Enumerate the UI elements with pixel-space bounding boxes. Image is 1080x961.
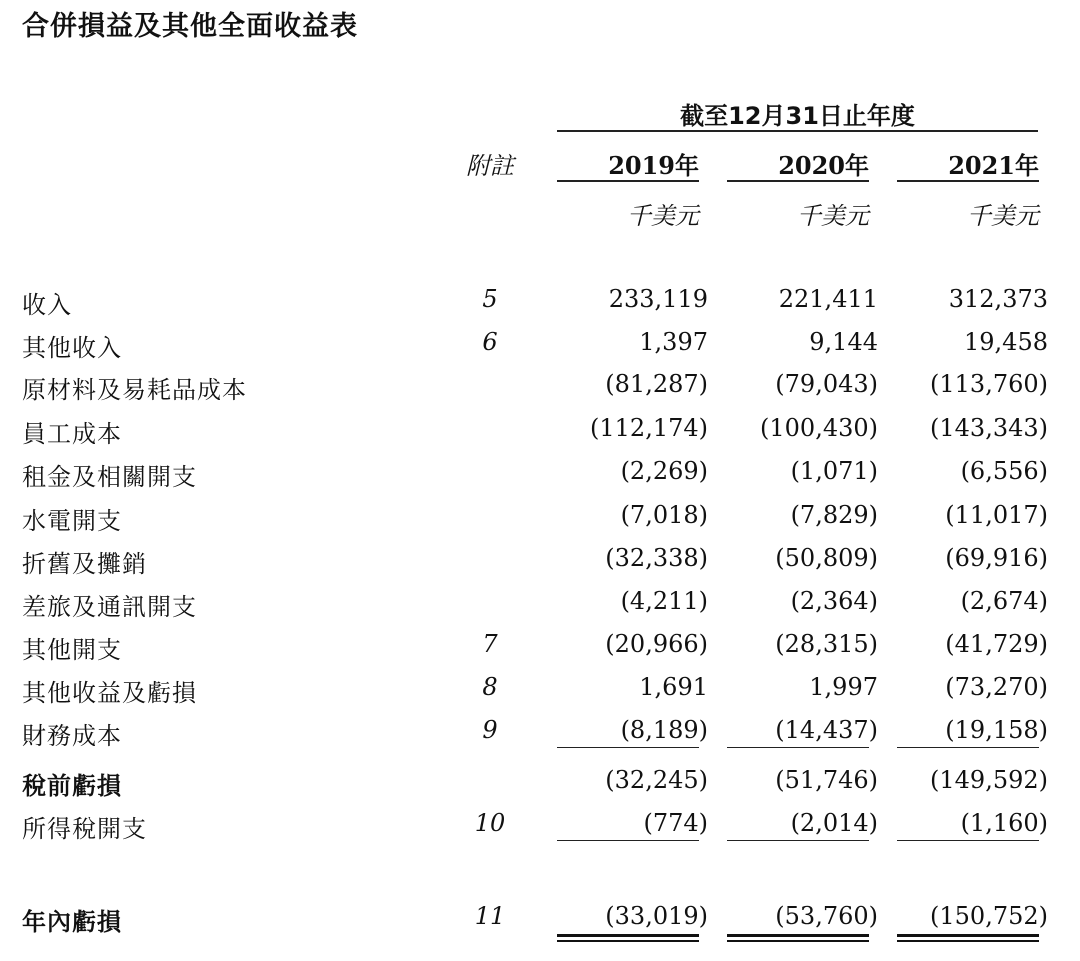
period-header: 截至12月31日止年度 bbox=[680, 102, 915, 130]
row-value: 1,691 bbox=[639, 673, 708, 701]
row-value: (50,809) bbox=[775, 544, 878, 572]
row-value: (100,430) bbox=[760, 414, 878, 442]
note-column-header: 附註 bbox=[466, 152, 514, 180]
row-value: (1,160) bbox=[960, 809, 1048, 837]
row-note: 6 bbox=[482, 328, 498, 356]
row-note: 8 bbox=[482, 673, 498, 701]
row-value: (2,364) bbox=[790, 587, 878, 615]
row-value: (14,437) bbox=[775, 716, 878, 744]
row-value: (1,071) bbox=[790, 457, 878, 485]
unit-label: 千美元 bbox=[967, 202, 1039, 230]
row-label: 水電開支 bbox=[22, 507, 122, 535]
table-row bbox=[0, 457, 1080, 491]
row-label: 其他開支 bbox=[22, 636, 122, 664]
row-value: 312,373 bbox=[948, 285, 1048, 313]
year-header-2021: 2021年 bbox=[948, 151, 1039, 180]
row-value: 221,411 bbox=[778, 285, 878, 313]
row-value: (73,270) bbox=[945, 673, 1048, 701]
row-value: (6,556) bbox=[960, 457, 1048, 485]
table-row bbox=[0, 501, 1080, 535]
subtotal-line bbox=[727, 840, 869, 841]
row-label: 員工成本 bbox=[22, 420, 122, 448]
row-value: (7,829) bbox=[790, 501, 878, 529]
row-value: (11,017) bbox=[945, 501, 1048, 529]
row-value: 1,997 bbox=[809, 673, 878, 701]
row-value: (4,211) bbox=[620, 587, 708, 615]
row-note: 5 bbox=[482, 285, 498, 313]
row-label: 折舊及攤銷 bbox=[22, 550, 147, 578]
row-value: (774) bbox=[643, 809, 708, 837]
row-value: (149,592) bbox=[930, 766, 1048, 794]
subtotal-line bbox=[897, 747, 1039, 748]
table-row bbox=[0, 544, 1080, 578]
row-label: 其他收益及虧損 bbox=[22, 679, 197, 707]
row-value: (8,189) bbox=[620, 716, 708, 744]
subtotal-line bbox=[557, 747, 699, 748]
year-underline bbox=[897, 180, 1039, 182]
table-row bbox=[0, 809, 1080, 843]
period-underline bbox=[557, 130, 1038, 132]
subtotal-line bbox=[557, 840, 699, 841]
row-value: (7,018) bbox=[620, 501, 708, 529]
statement-title: 合併損益及其他全面收益表 bbox=[22, 11, 358, 42]
table-row bbox=[0, 285, 1080, 319]
row-value: (28,315) bbox=[775, 630, 878, 658]
year-underline bbox=[557, 180, 699, 182]
year-header-2019: 2019年 bbox=[608, 151, 699, 180]
row-value: (79,043) bbox=[775, 370, 878, 398]
table-row bbox=[0, 328, 1080, 362]
unit-label: 千美元 bbox=[797, 202, 869, 230]
row-value: (150,752) bbox=[930, 902, 1048, 930]
total-double-line bbox=[897, 934, 1039, 942]
row-label: 所得稅開支 bbox=[22, 815, 147, 843]
row-label: 差旅及通訊開支 bbox=[22, 593, 197, 621]
row-value: 19,458 bbox=[964, 328, 1048, 356]
row-value: (32,338) bbox=[605, 544, 708, 572]
table-row bbox=[0, 414, 1080, 448]
row-value: (33,019) bbox=[605, 902, 708, 930]
row-value: 9,144 bbox=[809, 328, 878, 356]
table-row bbox=[0, 902, 1080, 936]
row-note: 7 bbox=[482, 630, 498, 658]
table-row bbox=[0, 716, 1080, 750]
table-row bbox=[0, 370, 1080, 404]
row-value: 233,119 bbox=[608, 285, 708, 313]
row-label: 稅前虧損 bbox=[22, 772, 122, 800]
row-value: (51,746) bbox=[775, 766, 878, 794]
row-label: 租金及相關開支 bbox=[22, 463, 197, 491]
row-value: (2,014) bbox=[790, 809, 878, 837]
row-value: 1,397 bbox=[639, 328, 708, 356]
row-label: 原材料及易耗品成本 bbox=[22, 376, 247, 404]
table-row bbox=[0, 630, 1080, 664]
row-value: (81,287) bbox=[605, 370, 708, 398]
row-note: 9 bbox=[482, 716, 498, 744]
year-underline bbox=[727, 180, 869, 182]
row-value: (32,245) bbox=[605, 766, 708, 794]
row-value: (19,158) bbox=[945, 716, 1048, 744]
unit-label: 千美元 bbox=[627, 202, 699, 230]
row-label: 其他收入 bbox=[22, 334, 122, 362]
row-value: (113,760) bbox=[930, 370, 1048, 398]
row-label: 收入 bbox=[22, 291, 72, 319]
row-value: (69,916) bbox=[945, 544, 1048, 572]
row-label: 年內虧損 bbox=[22, 908, 122, 936]
table-row bbox=[0, 673, 1080, 707]
table-row bbox=[0, 587, 1080, 621]
total-double-line bbox=[557, 934, 699, 942]
subtotal-line bbox=[727, 747, 869, 748]
row-note: 10 bbox=[474, 809, 506, 837]
row-value: (53,760) bbox=[775, 902, 878, 930]
row-value: (41,729) bbox=[945, 630, 1048, 658]
row-value: (20,966) bbox=[605, 630, 708, 658]
row-value: (112,174) bbox=[590, 414, 708, 442]
table-row bbox=[0, 766, 1080, 800]
row-value: (2,674) bbox=[960, 587, 1048, 615]
total-double-line bbox=[727, 934, 869, 942]
row-label: 財務成本 bbox=[22, 722, 122, 750]
row-note: 11 bbox=[474, 902, 506, 930]
row-value: (143,343) bbox=[930, 414, 1048, 442]
row-value: (2,269) bbox=[620, 457, 708, 485]
year-header-2020: 2020年 bbox=[778, 151, 869, 180]
subtotal-line bbox=[897, 840, 1039, 841]
